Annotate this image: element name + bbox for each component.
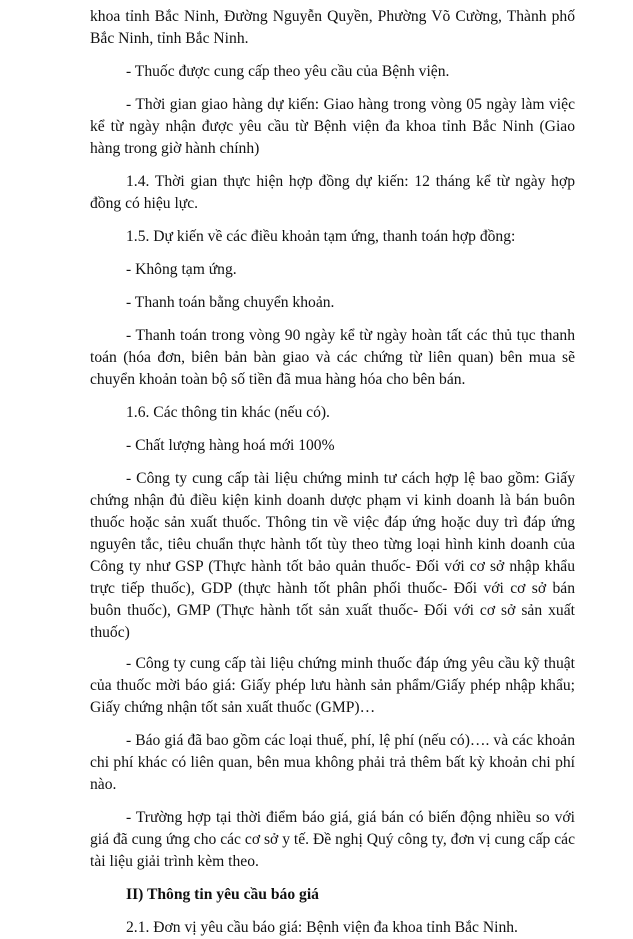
paragraph-no-advance: - Không tạm ứng. xyxy=(126,261,237,278)
paragraph-delivery-time: - Thời gian giao hàng dự kiến: Giao hàng trong vòng 05 ngày làm việc kể từ ngày nhận được yêu cầu từ Bệnh viện đa khoa tỉnh Bắc Ninh (Giao hàng trong giờ hành chính) xyxy=(90,96,575,157)
paragraph-price-fluctuation: - Trường hợp tại thời điểm báo giá, giá bán có biến động nhiều so với giá đã cung ứng cho các cơ sở y tế. Đề nghị Quý công ty, đơn vị cung cấp các tài liệu giải trình kèm theo. xyxy=(90,809,575,870)
paragraph-price-includes: - Báo giá đã bao gồm các loại thuế, phí, lệ phí (nếu có)…. và các khoản chi phí khác có liên quan, bên mua không phải trả thêm bất kỳ khoản chi phí nào. xyxy=(90,732,575,793)
paragraph-payment-deadline: - Thanh toán trong vòng 90 ngày kể từ ngày hoàn tất các thủ tục thanh toán (hóa đơn, biên bản bàn giao và các chứng từ liên quan) bên mua sẽ chuyển khoản toàn bộ số tiền đã mua hàng hóa cho bên bán. xyxy=(90,327,575,388)
paragraph-bank-transfer: - Thanh toán bằng chuyển khoản. xyxy=(126,294,335,311)
paragraph-quality: - Chất lượng hàng hoá mới 100% xyxy=(126,437,335,454)
paragraph-requesting-unit: 2.1. Đơn vị yêu cầu báo giá: Bệnh viện đa khoa tỉnh Bắc Ninh. xyxy=(126,919,518,936)
paragraph-technical-documents: - Công ty cung cấp tài liệu chứng minh thuốc đáp ứng yêu cầu kỹ thuật của thuốc mời báo giá: Giấy phép lưu hành sản phẩm/Giấy phép nhập khẩu; Giấy chứng nhận tốt sản xuất thuốc (GMP)… xyxy=(90,655,575,716)
paragraph-drug-supply: - Thuốc được cung cấp theo yêu cầu của Bệnh viện. xyxy=(126,63,450,80)
paragraph-other-info-heading: 1.6. Các thông tin khác (nếu có). xyxy=(126,404,330,421)
paragraph-address-continuation: khoa tỉnh Bắc Ninh, Đường Nguyễn Quyền, Phường Võ Cường, Thành phố Bắc Ninh, tỉnh Bắc Ninh. xyxy=(90,8,575,47)
section-heading-quote-request: II) Thông tin yêu cầu báo giá xyxy=(126,886,319,903)
paragraph-eligibility-documents: - Công ty cung cấp tài liệu chứng minh tư cách hợp lệ bao gồm: Giấy chứng nhận đủ điều kiện kinh doanh dược phạm vi kinh doanh là bán buôn thuốc hoặc sản xuất thuốc. Thông tin về việc đáp ứng hoặc duy trì đáp ứng nguyên tắc, tiêu chuẩn thực hành tốt tùy theo từng loại hình kinh doanh của Công ty như GSP (Thực hành tốt bảo quản thuốc- Đối với cơ sở nhập khẩu trực tiếp thuốc), GDP (thực hành tốt phân phối thuốc- Đối với cơ sở bán buôn thuốc), GMP (Thực hành tốt sản xuất thuốc- Đối với cơ sở sản xuất thuốc) xyxy=(90,470,575,641)
paragraph-contract-duration: 1.4. Thời gian thực hiện hợp đồng dự kiến: 12 tháng kể từ ngày hợp đồng có hiệu lực. xyxy=(90,173,575,212)
paragraph-payment-terms-heading: 1.5. Dự kiến về các điều khoản tạm ứng, thanh toán hợp đồng: xyxy=(126,228,516,245)
